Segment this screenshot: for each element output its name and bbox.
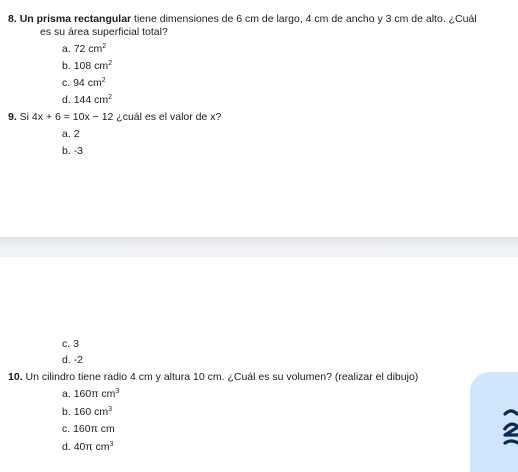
q8-option-a[interactable]: a. 72 $cm^2$	[62, 43, 107, 55]
question-9-text: Si 4x + 6 = 10x − 12 ¿cuál es el valor de x?	[16, 111, 222, 123]
question-9	[8, 111, 221, 124]
page-lower	[0, 257, 518, 457]
q8-option-d[interactable]: d. 144 $cm^2$	[62, 94, 113, 106]
q10-option-c[interactable]: c. 160π cm	[62, 423, 115, 435]
question-10-text: Un cilindro tiene radio 4 cm y altura 10 cm. ¿Cuál es su volumen? (realizar el dibujo)	[22, 371, 419, 383]
question-8-number: 8.	[8, 13, 17, 25]
q10-option-a[interactable]: a. 160π $cm^3$	[62, 388, 120, 400]
q9-option-c[interactable]: c. 3	[62, 338, 79, 350]
q10-option-b[interactable]: b. 160 $cm^3$	[62, 406, 113, 418]
q9-option-a[interactable]: a. 2	[62, 128, 80, 140]
question-10-number: 10.	[8, 371, 23, 383]
q9-option-b[interactable]: b. -3	[62, 145, 84, 157]
question-9-number: 9.	[8, 111, 17, 123]
q10-option-d[interactable]: d. 40π $cm^3$	[62, 441, 114, 453]
question-8-text-cont: es su área superficial total?	[40, 26, 168, 38]
q9-option-d[interactable]: d. -2	[62, 354, 84, 366]
partial-glyph-icon	[502, 408, 518, 448]
question-8-bold: Un prisma rectangular	[19, 13, 132, 25]
question-8-text: tiene dimensiones de 6 cm de largo, 4 cm de ancho y 3 cm de alto. ¿Cuál	[131, 13, 477, 25]
question-8	[8, 13, 477, 26]
q8-option-b[interactable]: b. 108 $cm^2$	[62, 60, 113, 72]
question-10	[8, 371, 418, 384]
q8-option-c[interactable]: c. 94 $cm^2$	[62, 77, 106, 89]
page-break-divider	[0, 237, 518, 257]
